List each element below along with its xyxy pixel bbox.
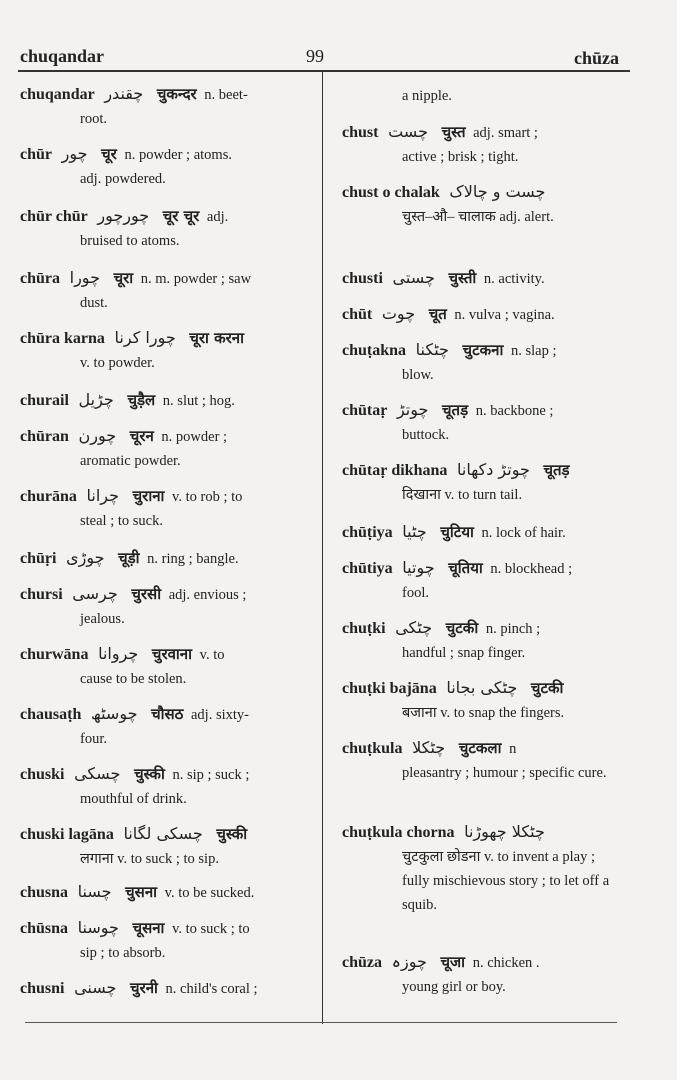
headword: chūtiya bbox=[342, 560, 393, 577]
definition: n. lock of hair. bbox=[481, 525, 566, 541]
definition: n. blockhead ; bbox=[490, 561, 573, 577]
definition-continued: blow. bbox=[402, 367, 434, 383]
hindi-script: चुरसी bbox=[131, 585, 162, 603]
urdu-script: چٹکی بجانا bbox=[446, 678, 518, 697]
definition-continued: pleasantry ; humour ; specific cure. bbox=[402, 765, 607, 781]
definition: n. slut ; hog. bbox=[162, 393, 235, 409]
dictionary-entry bbox=[20, 762, 308, 811]
dictionary-entry bbox=[20, 642, 308, 691]
urdu-script: چست bbox=[388, 122, 428, 141]
definition-continued: लगाना v. to suck ; to sip. bbox=[80, 851, 219, 867]
urdu-script: چستی bbox=[392, 268, 435, 287]
definition: n. powder ; atoms. bbox=[124, 147, 232, 163]
headword: chuṭki bajāna bbox=[342, 680, 437, 697]
dictionary-entry bbox=[20, 582, 308, 631]
headword: chusni bbox=[20, 980, 65, 997]
headword: chūr chūr bbox=[20, 208, 88, 225]
dictionary-entry bbox=[20, 702, 308, 751]
urdu-script: چوتڑ دکھانا bbox=[457, 460, 530, 479]
hindi-script: चूड़ी bbox=[118, 549, 140, 567]
headword: chūṛi bbox=[20, 550, 57, 567]
hindi-script: चुटिया bbox=[440, 523, 474, 541]
hindi-script: चूरन bbox=[129, 427, 154, 445]
dictionary-entry bbox=[342, 616, 624, 665]
dictionary-entry bbox=[342, 736, 624, 785]
urdu-script: چوسنا bbox=[77, 918, 119, 937]
dictionary-entry bbox=[342, 820, 624, 917]
dictionary-entry bbox=[342, 556, 624, 605]
definition-continued: adj. powdered. bbox=[80, 171, 166, 187]
headword: chusti bbox=[342, 270, 383, 287]
urdu-script: چورا bbox=[69, 268, 100, 287]
urdu-script: چسکی لگانا bbox=[123, 824, 203, 843]
hindi-script: चूतड़ bbox=[543, 461, 570, 479]
headword: chūra karna bbox=[20, 330, 105, 347]
dictionary-entry bbox=[342, 458, 624, 507]
definition-continued: चुटकुला छोडना v. to invent a play ; fully mischievous story ; to let off a squib. bbox=[402, 849, 610, 913]
dictionary-entry bbox=[342, 120, 624, 169]
headword: chūṭiya bbox=[342, 524, 393, 541]
headword: chuṭkula chorna bbox=[342, 824, 455, 841]
headword: chust o chalak bbox=[342, 184, 440, 201]
hindi-script: चुटकी bbox=[530, 679, 564, 697]
headword: chūt bbox=[342, 306, 373, 323]
urdu-script: چورچور bbox=[97, 206, 150, 225]
urdu-script: چروانا bbox=[98, 644, 139, 663]
hindi-script: चूर चूर bbox=[162, 207, 200, 225]
definition: n. activity. bbox=[483, 271, 545, 287]
hindi-script: चूरा bbox=[113, 269, 134, 287]
hindi-script: चूसना bbox=[132, 919, 165, 937]
definition: n. beet- bbox=[204, 87, 248, 103]
definition: n. sip ; suck ; bbox=[172, 767, 250, 783]
dictionary-entry bbox=[20, 142, 308, 191]
headword: chuṭki bbox=[342, 620, 386, 637]
definition-continued: fool. bbox=[402, 585, 429, 601]
definition-continued: cause to be stolen. bbox=[80, 671, 187, 687]
hindi-script: चुकन्दर bbox=[156, 85, 197, 103]
headword: chūza bbox=[342, 954, 382, 971]
headword: chūran bbox=[20, 428, 69, 445]
urdu-script: چسنا bbox=[77, 882, 112, 901]
urdu-script: چرانا bbox=[86, 486, 120, 505]
dictionary-entry bbox=[342, 950, 624, 999]
hindi-script: चुराना bbox=[132, 487, 165, 505]
hindi-script: चौसठ bbox=[151, 705, 184, 723]
definition: v. to rob ; to bbox=[172, 489, 243, 505]
definition-continued: steal ; to suck. bbox=[80, 513, 163, 529]
hindi-script: चूर bbox=[101, 145, 117, 163]
definition: n. child's coral ; bbox=[165, 981, 258, 997]
headword: chūsna bbox=[20, 920, 69, 937]
urdu-script: چٹکلا bbox=[412, 738, 446, 757]
dictionary-entry bbox=[20, 388, 308, 413]
urdu-script: چسنی bbox=[74, 978, 117, 997]
urdu-script: چست و چالاک bbox=[449, 182, 546, 201]
definition-continued: active ; brisk ; tight. bbox=[402, 149, 519, 165]
page-number: 99 bbox=[306, 46, 324, 66]
definition-continued: root. bbox=[80, 111, 107, 127]
dictionary-entry bbox=[20, 484, 308, 533]
hindi-script: चुड़ैल bbox=[127, 391, 156, 409]
definition: n. m. powder ; saw bbox=[140, 271, 252, 287]
definition-continued: बजाना v. to snap the fingers. bbox=[402, 705, 565, 721]
dictionary-entry bbox=[342, 84, 624, 108]
dictionary-entry bbox=[342, 398, 624, 447]
hindi-script: चुटकी bbox=[445, 619, 479, 637]
headword: chausaṭh bbox=[20, 706, 82, 723]
dictionary-entry bbox=[20, 916, 308, 965]
hindi-script: चूरा करना bbox=[189, 329, 244, 347]
header-rule bbox=[18, 70, 630, 72]
hindi-script: चुटकना bbox=[462, 341, 504, 359]
dictionary-entry bbox=[20, 326, 308, 375]
dictionary-entry bbox=[342, 302, 624, 327]
headword: chūtaṛ dikhana bbox=[342, 462, 448, 479]
headword: churwāna bbox=[20, 646, 89, 663]
headword: chursi bbox=[20, 586, 63, 603]
urdu-script: چٹکلا چھوڑنا bbox=[464, 822, 545, 841]
guide-word-left: chuqandar bbox=[20, 46, 105, 66]
dictionary-entry bbox=[20, 976, 308, 1001]
hindi-script: चुसना bbox=[125, 883, 158, 901]
headword: chust bbox=[342, 124, 379, 141]
headword: churail bbox=[20, 392, 69, 409]
definition-continued: चुस्त–औ– चालाक adj. alert. bbox=[402, 209, 554, 225]
definition: n bbox=[509, 741, 517, 757]
definition: adj. sixty- bbox=[191, 707, 249, 723]
definition: n. vulva ; vagina. bbox=[454, 307, 555, 323]
hindi-script: चुस्ती bbox=[448, 269, 477, 287]
hindi-script: चुस्की bbox=[216, 825, 248, 843]
urdu-script: چوتیا bbox=[402, 558, 435, 577]
definition: adj. smart ; bbox=[473, 125, 538, 141]
urdu-script: چوت bbox=[381, 304, 416, 323]
headword: chuṭakna bbox=[342, 342, 407, 359]
dictionary-entry bbox=[342, 338, 624, 387]
dictionary-entry bbox=[20, 82, 308, 131]
hindi-script: चुस्की bbox=[134, 765, 165, 783]
headword: chuski lagāna bbox=[20, 826, 114, 843]
dictionary-entry bbox=[20, 424, 308, 473]
urdu-script: چٹیا bbox=[402, 522, 427, 541]
dictionary-entry bbox=[20, 266, 308, 315]
definition: adj. bbox=[206, 209, 229, 225]
definition-continued: handful ; snap finger. bbox=[402, 645, 526, 661]
headword: chūr bbox=[20, 146, 52, 163]
definition: v. to suck ; to bbox=[172, 921, 250, 937]
definition: adj. envious ; bbox=[168, 587, 247, 603]
definition: n. backbone ; bbox=[475, 403, 554, 419]
definition-continued: dust. bbox=[80, 295, 108, 311]
footer-rule bbox=[25, 1022, 617, 1023]
definition-continued: jealous. bbox=[80, 611, 125, 627]
headword: chūra bbox=[20, 270, 60, 287]
hindi-script: चुटकला bbox=[458, 739, 502, 757]
dictionary-entry bbox=[20, 822, 308, 871]
hindi-script: चूत bbox=[428, 305, 447, 323]
headword: chuṭkula bbox=[342, 740, 403, 757]
definition-continued: four. bbox=[80, 731, 107, 747]
definition: n. pinch ; bbox=[485, 621, 541, 637]
headword: churāna bbox=[20, 488, 77, 505]
dictionary-entry bbox=[20, 204, 308, 253]
hindi-script: चूतिया bbox=[448, 559, 483, 577]
headword: chuski bbox=[20, 766, 65, 783]
dictionary-entry bbox=[342, 676, 624, 725]
headword: chūtaṛ bbox=[342, 402, 388, 419]
definition: v. to be sucked. bbox=[164, 885, 255, 901]
urdu-script: چٹکنا bbox=[415, 340, 449, 359]
definition-continued: buttock. bbox=[402, 427, 450, 443]
headword: chuqandar bbox=[20, 86, 95, 103]
definition: n. ring ; bangle. bbox=[147, 551, 239, 567]
column-divider bbox=[322, 72, 323, 1024]
hindi-script: चूजा bbox=[440, 953, 466, 971]
urdu-script: چڑیل bbox=[78, 390, 114, 409]
definition-continued: दिखाना v. to turn tail. bbox=[402, 487, 523, 503]
definition-continued: v. to powder. bbox=[80, 355, 155, 371]
definition: v. to bbox=[199, 647, 225, 663]
dictionary-entry bbox=[342, 180, 624, 229]
hindi-script: चुरवाना bbox=[151, 645, 193, 663]
urdu-script: چوسٹھ bbox=[90, 704, 138, 723]
dictionary-entry bbox=[342, 520, 624, 545]
guide-word-right: chūza bbox=[574, 48, 619, 68]
urdu-script: چور bbox=[61, 144, 88, 163]
definition: n. powder ; bbox=[161, 429, 228, 445]
hindi-script: चुरनी bbox=[130, 979, 158, 997]
urdu-script: چورا کرنا bbox=[114, 328, 176, 347]
definition-continued: mouthful of drink. bbox=[80, 791, 187, 807]
headword: chusna bbox=[20, 884, 69, 901]
definition-continued: bruised to atoms. bbox=[80, 233, 180, 249]
urdu-script: چسکی bbox=[74, 764, 121, 783]
definition: n. chicken . bbox=[472, 955, 540, 971]
definition-continued: sip ; to absorb. bbox=[80, 945, 166, 961]
dictionary-entry bbox=[20, 880, 308, 905]
urdu-script: چوڑی bbox=[66, 548, 105, 567]
urdu-script: چرسی bbox=[72, 584, 118, 603]
urdu-script: چوتڑ bbox=[396, 400, 429, 419]
dictionary-entry bbox=[20, 546, 308, 571]
definition-continued: a nipple. bbox=[402, 88, 452, 104]
urdu-script: چورن bbox=[78, 426, 117, 445]
hindi-script: चुस्त bbox=[441, 123, 466, 141]
definition: n. slap ; bbox=[511, 343, 557, 359]
urdu-script: چوزہ bbox=[391, 952, 427, 971]
urdu-script: چٹکی bbox=[395, 618, 433, 637]
hindi-script: चूतड़ bbox=[442, 401, 469, 419]
dictionary-entry bbox=[342, 266, 624, 291]
definition-continued: young girl or boy. bbox=[402, 979, 506, 995]
urdu-script: چقندر bbox=[104, 84, 144, 103]
definition-continued: aromatic powder. bbox=[80, 453, 181, 469]
